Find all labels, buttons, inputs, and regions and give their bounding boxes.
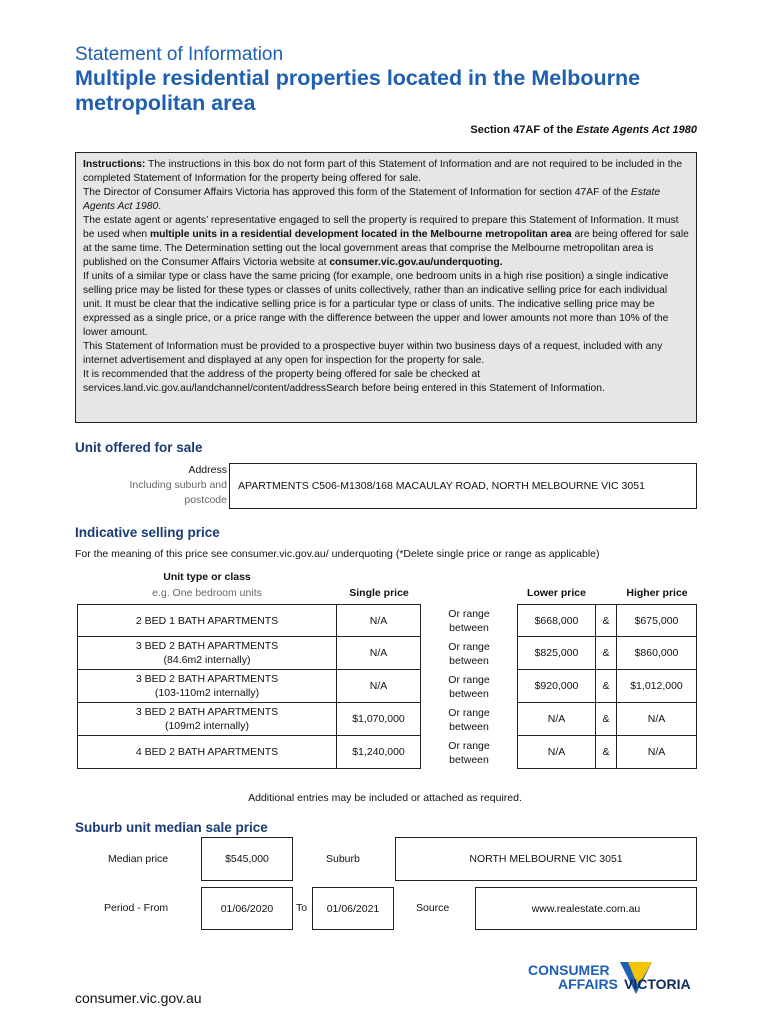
indicative-note: For the meaning of this price see consumer.vic.gov.au/ underquoting (*Delete single price or range as applicable): [75, 548, 600, 560]
higher-price-cell[interactable]: N/A: [617, 736, 697, 769]
ampersand-cell: &: [596, 604, 617, 637]
period-from-field[interactable]: 01/06/2020: [201, 887, 293, 930]
col-lower: Lower price: [527, 587, 586, 599]
unit-type-cell[interactable]: [77, 604, 337, 637]
col-unit-type: Unit type or class: [163, 571, 251, 583]
single-price-cell[interactable]: N/A: [337, 637, 421, 670]
instructions-p5: This Statement of Information must be provided to a prospective buyer within two business days of a request, included with any internet advertisement and displayed at any open for inspection for the property for sale.: [83, 341, 663, 366]
higher-price-cell[interactable]: N/A: [617, 703, 697, 736]
unit-type-text: [136, 614, 278, 628]
between-line: between: [449, 687, 489, 700]
ampersand-cell: &: [596, 703, 617, 736]
lower-price-cell[interactable]: $825,000: [517, 637, 596, 670]
suburb-label: Suburb: [326, 853, 360, 865]
unit-type-line2: (84.6m2 internally): [163, 654, 251, 666]
instructions-p3: The estate agent or agents’ representative engaged to sell the property is required to prepare this Statement of Information. It must be used when multiple units in a residential development located in the Melbourne metropolitan area are being offered for sale at the same time. The Determination setting out the local government areas that comprise the Melbourne metropolitan area is published on the Consumer Affairs Victoria website at consumer.vic.gov.au/underquoting.: [83, 215, 689, 268]
col-unit-example: e.g. One bedroom units: [152, 587, 262, 599]
period-from-label: Period - From: [104, 902, 169, 914]
unit-type-cell[interactable]: [77, 703, 337, 736]
median-price-label: Median price: [108, 853, 169, 865]
unit-type-line2: (109m2 internally): [164, 720, 250, 732]
col-single: Single price: [349, 587, 409, 599]
ampersand-cell: &: [596, 670, 617, 703]
source-label: Source: [416, 902, 450, 914]
source-field[interactable]: www.realestate.com.au: [475, 887, 697, 930]
page-title: Multiple residential properties located in the Melbourne metropolitan area: [75, 66, 641, 115]
between-line: between: [449, 753, 489, 766]
unit-type-text: [136, 705, 278, 733]
lower-price-cell[interactable]: N/A: [517, 703, 596, 736]
consumer-affairs-victoria-logo: [528, 958, 700, 1010]
unit-type-line1: 4 BED 2 BATH APARTMENTS: [135, 746, 279, 758]
ampersand-cell: &: [596, 637, 617, 670]
or-range-label: [421, 637, 517, 670]
address-field[interactable]: APARTMENTS C506-M1308/168 MACAULAY ROAD, NORTH MELBOURNE VIC 3051: [229, 463, 697, 509]
unit-type-line2: (103-110m2 internally): [154, 687, 260, 699]
unit-type-cell[interactable]: [77, 736, 337, 769]
instructions-box: [75, 152, 697, 423]
or-range-line: Or range: [448, 673, 490, 686]
between-line: between: [449, 720, 489, 733]
unit-type-line1: 3 BED 2 BATH APARTMENTS: [135, 640, 279, 652]
or-range-label: [421, 736, 517, 769]
or-range-text: [448, 739, 489, 767]
median-price-field[interactable]: $545,000: [201, 837, 293, 881]
additional-entries-note: Additional entries may be included or attached as required.: [248, 792, 522, 804]
indicative-heading: Indicative selling price: [75, 525, 220, 540]
logo-text-victoria: VICTORIA: [624, 976, 691, 992]
unit-type-text: [136, 639, 278, 667]
unit-type-text: [136, 745, 278, 759]
lower-price-cell[interactable]: $920,000: [517, 670, 596, 703]
logo-text-consumer: CONSUMER: [528, 962, 610, 978]
higher-price-cell[interactable]: $860,000: [617, 637, 697, 670]
or-range-text: [448, 673, 489, 701]
or-range-text: [448, 607, 489, 635]
period-to-field[interactable]: 01/06/2021: [312, 887, 394, 930]
single-price-cell[interactable]: N/A: [337, 604, 421, 637]
between-line: between: [449, 654, 489, 667]
or-range-line: Or range: [448, 706, 490, 719]
unit-type-cell[interactable]: [77, 670, 337, 703]
or-range-text: [448, 640, 489, 668]
or-range-line: Or range: [448, 640, 490, 653]
suburb-field[interactable]: NORTH MELBOURNE VIC 3051: [395, 837, 697, 881]
or-range-label: [421, 703, 517, 736]
or-range-text: [448, 706, 489, 734]
single-price-cell[interactable]: $1,240,000: [337, 736, 421, 769]
or-range-line: Or range: [448, 739, 490, 752]
unit-offered-heading: Unit offered for sale: [75, 440, 203, 455]
or-range-label: [421, 604, 517, 637]
higher-price-cell[interactable]: $675,000: [617, 604, 697, 637]
unit-type-cell[interactable]: [77, 637, 337, 670]
instructions-p1: Instructions: The instructions in this box do not form part of this Statement of Information and are not required to be included in the completed Statement of Information for the property being offered for sale.: [83, 159, 683, 184]
or-range-label: [421, 670, 517, 703]
between-line: between: [449, 621, 489, 634]
to-label: To: [296, 902, 308, 914]
logo-graphic: [528, 958, 700, 1010]
unit-type-text: [136, 672, 278, 700]
logo-text-affairs: AFFAIRS: [558, 976, 618, 992]
section-reference: Section 47AF of the Estate Agents Act 1980: [470, 124, 697, 136]
single-price-cell[interactable]: $1,070,000: [337, 703, 421, 736]
instructions-p2: The Director of Consumer Affairs Victoria has approved this form of the Statement of Information for section 47AF of the Estate Agents Act 1980.: [83, 187, 661, 212]
median-heading: Suburb unit median sale price: [75, 820, 268, 835]
unit-type-line1: 3 BED 2 BATH APARTMENTS: [135, 706, 279, 718]
instructions-p6: It is recommended that the address of the property being offered for sale be checked at services.land.vic.gov.au/landchannel/content/addressSearch before being entered in this Statement of Information.: [83, 369, 605, 394]
footer-url[interactable]: consumer.vic.gov.au: [75, 990, 202, 1006]
higher-price-cell[interactable]: $1,012,000: [617, 670, 697, 703]
col-higher: Higher price: [626, 587, 688, 599]
or-range-line: Or range: [448, 607, 490, 620]
title-small: Statement of Information: [75, 44, 284, 65]
address-label: Address Including suburb and postcode: [129, 464, 227, 506]
unit-type-line1: 2 BED 1 BATH APARTMENTS: [135, 614, 279, 627]
unit-type-line1: 3 BED 2 BATH APARTMENTS: [135, 673, 279, 685]
lower-price-cell[interactable]: $668,000: [517, 604, 596, 637]
lower-price-cell[interactable]: N/A: [517, 736, 596, 769]
instructions-p4: If units of a similar type or class have the same pricing (for example, one bedroom units in a high rise position) a single indicative selling price may be listed for these types or classes of units collectively, rather than an indicative selling price for each individual unit. It must be clear that the indicative selling price is for a particular type or class of units. The indicative selling price may be expressed as a single price, or a price range with the difference between the upper and lower amounts not more than 10% of the lower amount.: [83, 271, 669, 338]
ampersand-cell: &: [596, 736, 617, 769]
single-price-cell[interactable]: N/A: [337, 670, 421, 703]
